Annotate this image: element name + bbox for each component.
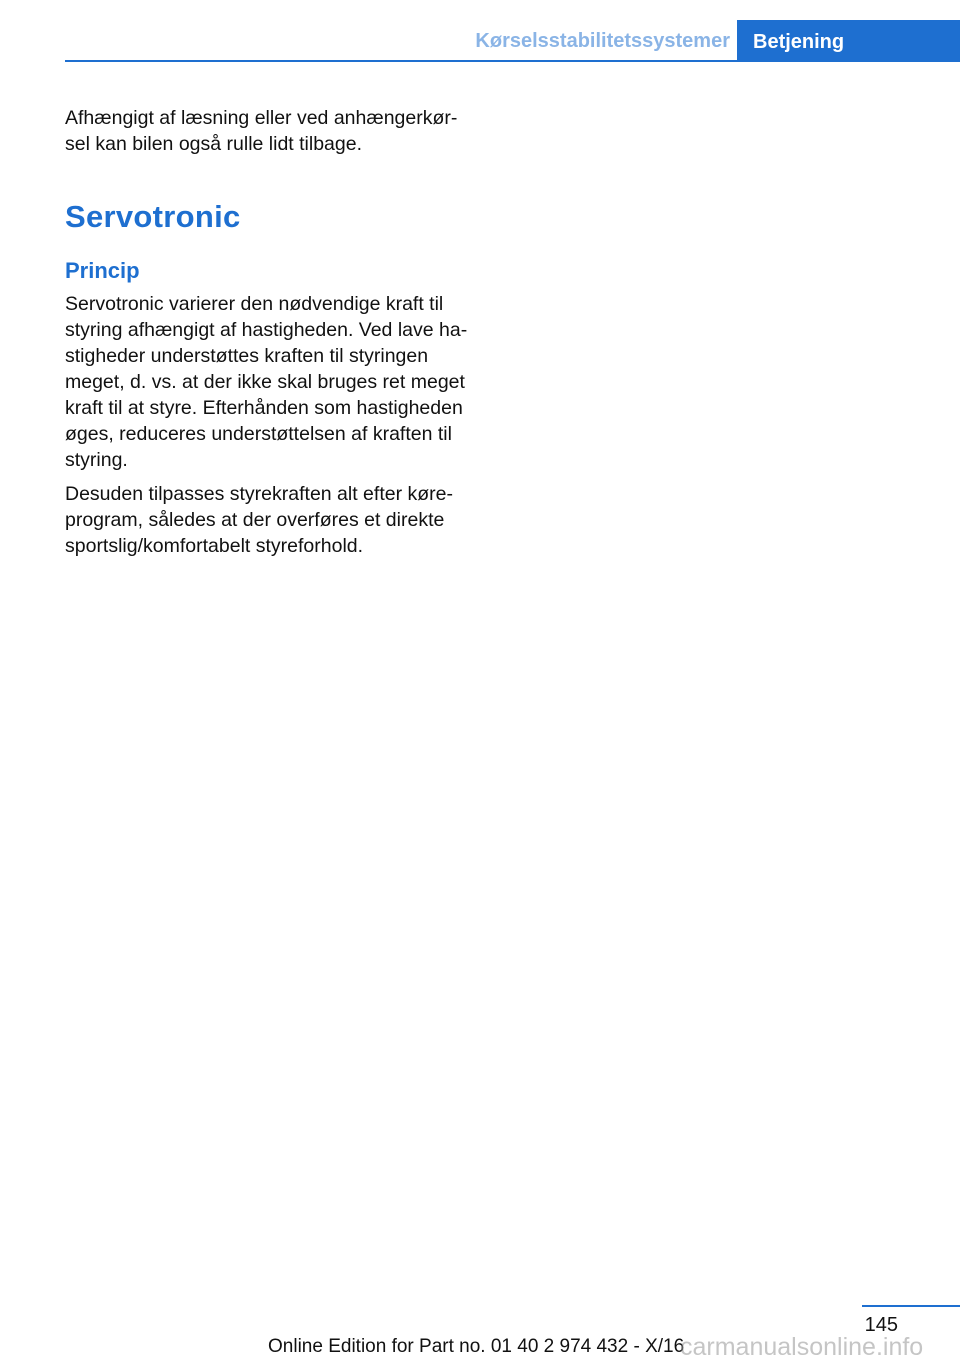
body-text xyxy=(65,291,480,559)
intro-block xyxy=(65,105,480,157)
header-rule xyxy=(65,60,960,62)
body-paragraph: Desuden tilpasses styrekraften alt efter køre- program, således at der overføres et direkte sportslig/komfortabelt styreforhold. xyxy=(65,483,453,557)
page-number-rule xyxy=(862,1305,960,1307)
running-header-section: Kørselsstabilitetssystemer xyxy=(475,30,730,52)
edition-note: Online Edition for Part no. 01 40 2 974 432 - X/16 xyxy=(268,1336,685,1357)
intro-paragraph: Afhængigt af læsning eller ved anhængerkør- sel kan bilen også rulle lidt tilbage. xyxy=(65,107,458,155)
running-header-tab: Betjening xyxy=(737,20,960,62)
subsection-heading: Princip xyxy=(65,258,140,283)
body-paragraph: Servotronic varierer den nødvendige kraft til styring afhængigt af hastigheden. Ved lave ha- stigheder understøttes kraften til styringen meget, d. vs. at der ikke skal bruges ret meget kraft til at styre. Efterhånden som hastigheden øges, reduceres understøttelsen af kraften til styring. xyxy=(65,293,468,471)
section-heading: Servotronic xyxy=(65,199,241,234)
page-number: 145 xyxy=(864,1314,898,1336)
watermark: carmanualsonline.info xyxy=(680,1333,924,1361)
